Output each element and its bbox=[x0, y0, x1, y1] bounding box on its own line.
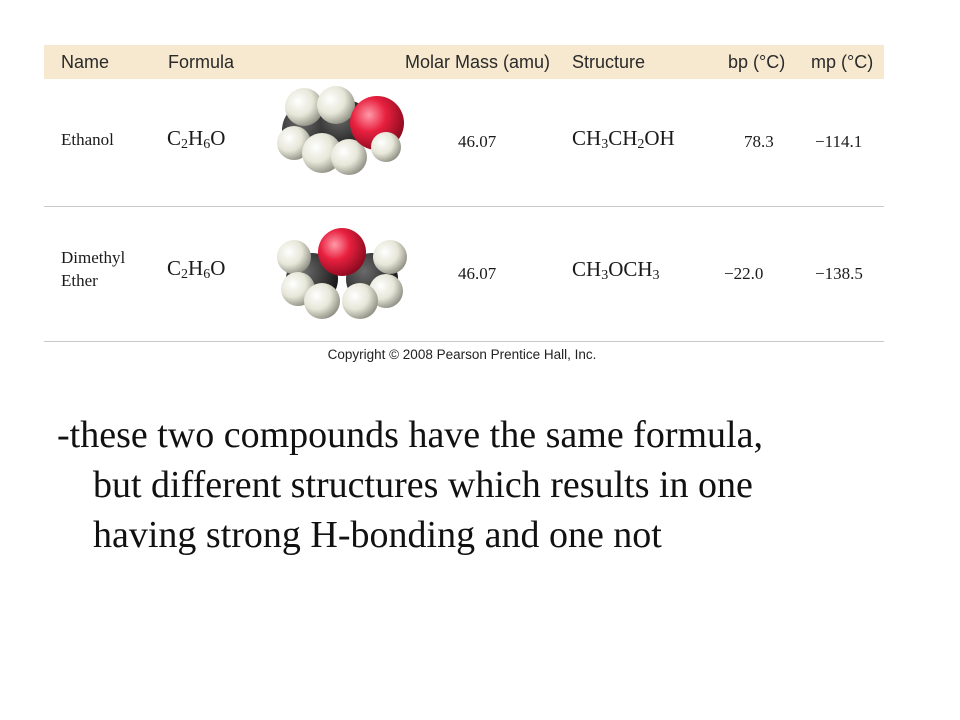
molar-mass: 46.07 bbox=[458, 264, 497, 283]
header-mp: mp (°C) bbox=[811, 52, 874, 72]
melting-point: −138.5 bbox=[815, 264, 863, 283]
text-line-3: having strong H-bonding and one not bbox=[93, 514, 662, 556]
melting-point: −114.1 bbox=[815, 132, 863, 151]
copyright-notice: Copyright © 2008 Pearson Prentice Hall, Inc. bbox=[327, 347, 597, 362]
header-bp: bp (°C) bbox=[728, 52, 786, 72]
compound-name: Ethanol bbox=[61, 130, 114, 149]
header-name: Name bbox=[61, 52, 110, 72]
boiling-point: −22.0 bbox=[724, 264, 764, 283]
table-row bbox=[44, 207, 884, 342]
compound-table bbox=[44, 45, 884, 342]
molar-mass: 46.07 bbox=[458, 132, 497, 151]
formula: $C_2H_6O$ bbox=[167, 256, 226, 282]
compound-name-line2: Ether bbox=[61, 271, 98, 290]
explanation-text bbox=[57, 410, 917, 560]
text-line-1: -these two compounds have the same formula, bbox=[57, 414, 763, 456]
dimethyl-ether-space-filling-model bbox=[272, 227, 412, 322]
boiling-point: 78.3 bbox=[744, 132, 774, 151]
structure-formula: $CH_3CH_2OH$ bbox=[572, 126, 675, 152]
compound-name-line1: Dimethyl bbox=[61, 248, 126, 267]
text-line-2: but different structures which results in one bbox=[93, 464, 753, 506]
structure-formula: $CH_3OCH_3$ bbox=[572, 257, 660, 283]
ethanol-space-filling-model bbox=[274, 85, 409, 185]
header-structure: Structure bbox=[572, 52, 646, 72]
formula: $C_2H_6O$ bbox=[167, 126, 226, 152]
table-row bbox=[44, 79, 884, 207]
header-molar-mass: Molar Mass (amu) bbox=[405, 52, 551, 72]
header-formula: Formula bbox=[168, 52, 235, 72]
table-header bbox=[44, 45, 884, 79]
